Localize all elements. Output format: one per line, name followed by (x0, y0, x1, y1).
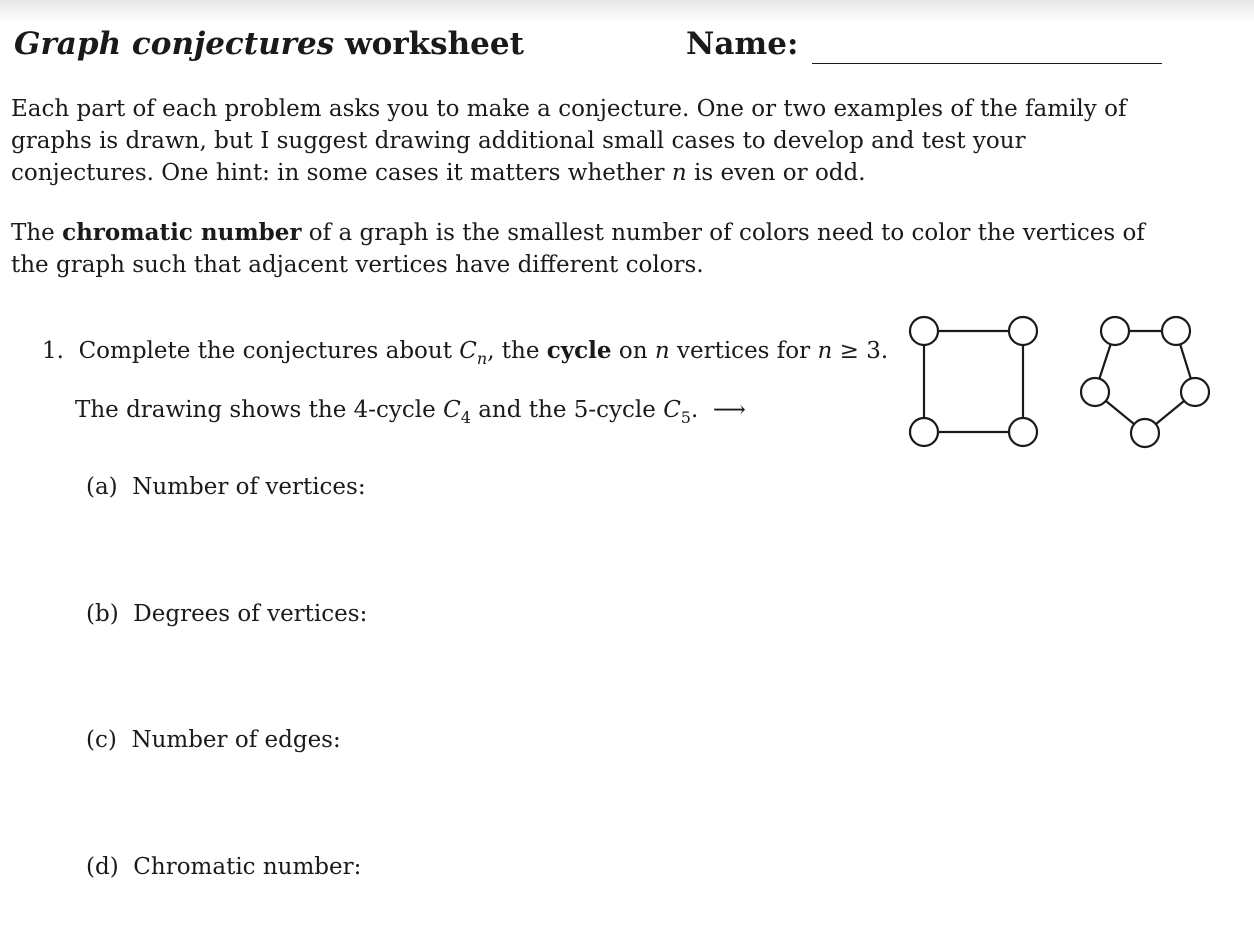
intro-paragraph (11, 93, 1171, 189)
statement-text-3: on (611, 338, 655, 364)
c4-vertex (910, 317, 938, 345)
statement-text-2: , the (487, 338, 547, 364)
variable-n: n (817, 338, 833, 364)
variable-n: n (654, 338, 670, 364)
part-b (86, 601, 367, 627)
c5-graph (1081, 317, 1209, 447)
condition: ≥ 3. (832, 338, 889, 364)
c5-vertex (1131, 419, 1159, 447)
c4-subscript: 4 (460, 408, 471, 427)
c5-vertex (1081, 378, 1109, 406)
drawing-note-text: The drawing shows the 4-cycle (75, 397, 444, 423)
statement-text: Complete the conjectures about (78, 338, 460, 364)
title-rest: worksheet (334, 26, 524, 62)
part-c-label: (c) (86, 727, 117, 753)
variable-n: n (671, 160, 687, 186)
c4-graph (910, 317, 1037, 446)
intro-text: Each part of each problem asks you to make a conjecture. One or two examples of the family of graphs is drawn, but I suggest drawing additional small cases to develop and test your conjectures. One hint: in some cases it matters whether (11, 96, 1127, 186)
name-label: Name: (686, 26, 799, 62)
period: . (690, 397, 699, 423)
c5-symbol: C (663, 397, 681, 423)
chromatic-term: chromatic number (62, 219, 302, 246)
definition-end: of a graph is the smallest number of colors need to color the vertices of the graph such that adjacent vertices have different colors. (11, 220, 1145, 278)
c5-vertex (1101, 317, 1129, 345)
part-d-label: (d) (86, 854, 119, 880)
viewer-top-shadow (0, 0, 1254, 22)
cycle-symbol: C (459, 338, 477, 364)
title-italic: Graph conjectures (14, 26, 335, 62)
definition-start: The (11, 220, 63, 246)
intro-text-end: is even or odd. (686, 160, 866, 186)
problem-1-statement (42, 337, 889, 368)
chromatic-definition (11, 217, 1171, 281)
part-a-label: (a) (86, 474, 118, 500)
c5-subscript: 5 (680, 408, 691, 427)
part-b-text: Degrees of vertices: (133, 601, 368, 627)
right-arrow-icon: ⟶ (712, 397, 746, 423)
part-d (86, 854, 361, 880)
part-c-text: Number of edges: (131, 727, 341, 753)
statement-text-4: vertices for (669, 338, 818, 364)
c4-vertex (910, 418, 938, 446)
c5-vertex (1181, 378, 1209, 406)
part-b-label: (b) (86, 601, 119, 627)
c4-vertex (1009, 317, 1037, 345)
cycle-term: cycle (546, 337, 612, 364)
part-c (86, 727, 341, 753)
cycle-graph-drawings (905, 313, 1225, 453)
c5-vertex (1162, 317, 1190, 345)
part-a (86, 474, 366, 500)
drawing-note (75, 397, 746, 427)
c4-vertex (1009, 418, 1037, 446)
part-a-text: Number of vertices: (132, 474, 366, 500)
name-blank-line[interactable] (812, 63, 1162, 64)
drawing-note-text-2: and the 5-cycle (470, 397, 664, 423)
c4-symbol: C (443, 397, 461, 423)
problem-number: 1. (42, 338, 64, 364)
cycle-subscript: n (476, 349, 488, 368)
part-d-text: Chromatic number: (133, 854, 362, 880)
worksheet-title (14, 26, 524, 62)
